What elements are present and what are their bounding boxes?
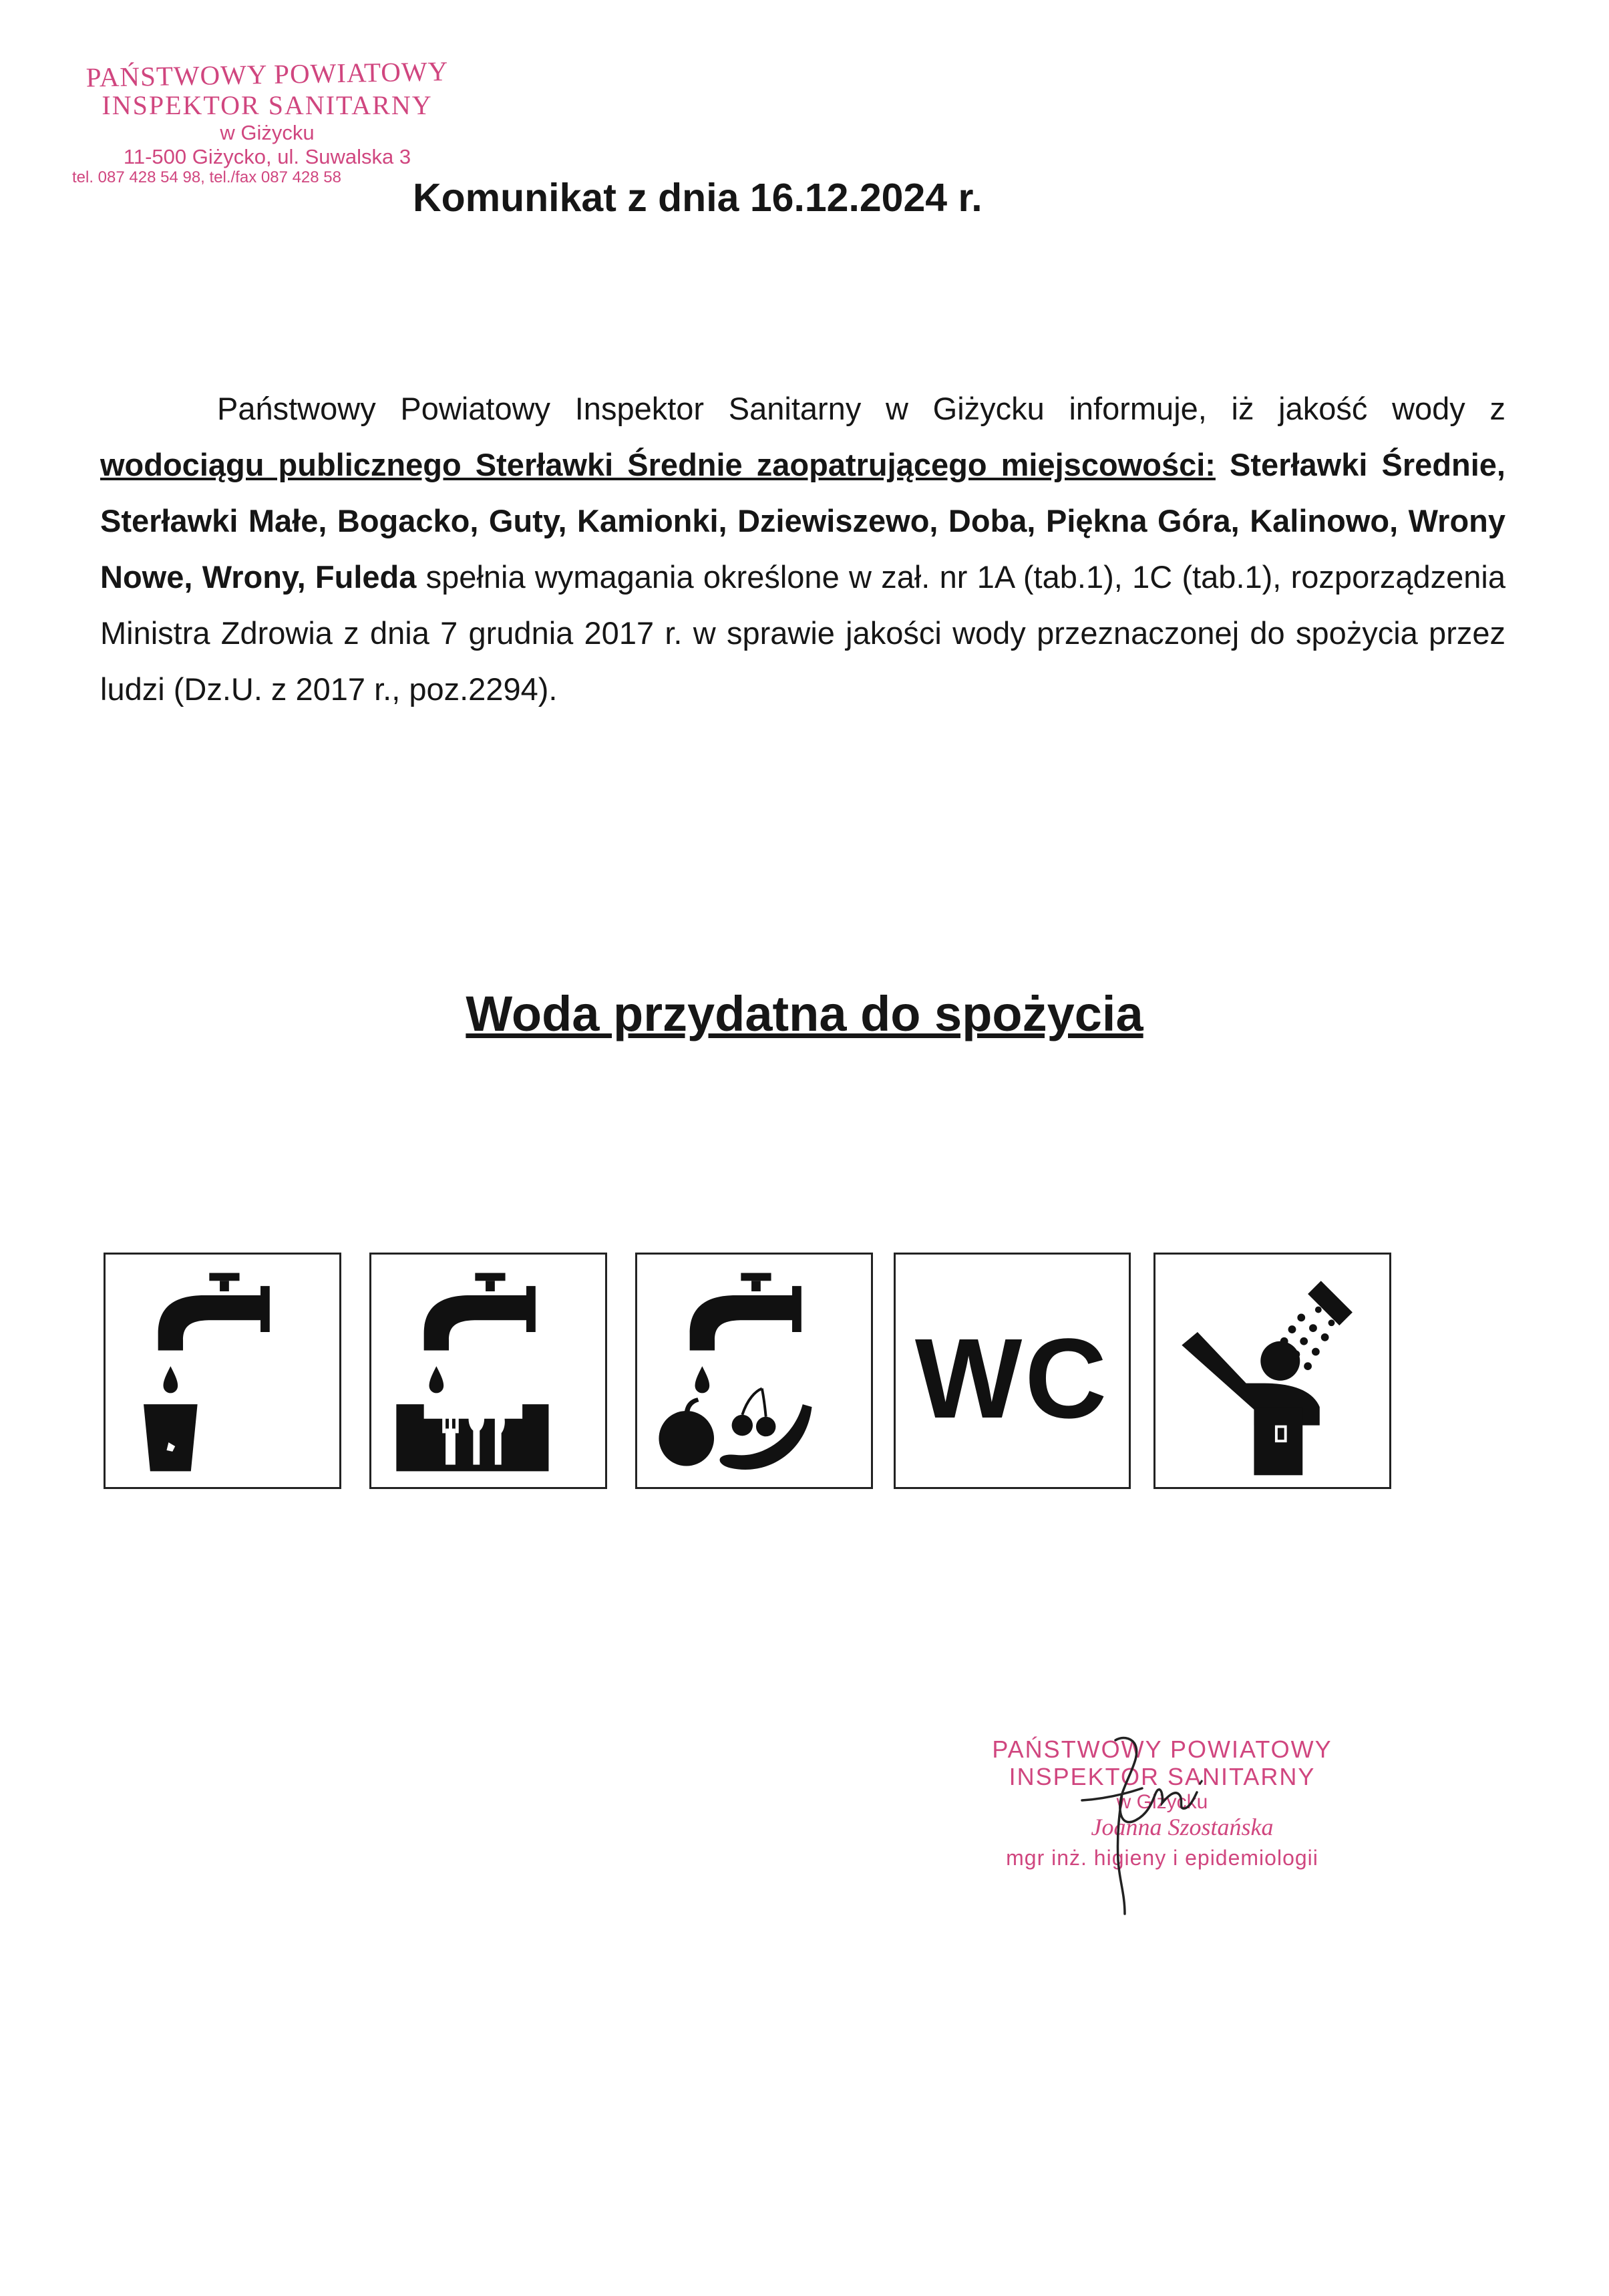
header-stamp xyxy=(67,55,468,187)
stamp-line-address: 11-500 Giżycko, ul. Suwalska 3 xyxy=(123,144,411,168)
handwritten-signature-icon xyxy=(1042,1720,1256,1934)
stamp-line-institution: PAŃSTWOWY POWIATOWY xyxy=(85,55,449,93)
stamp-line-phone: tel. 087 428 54 98, tel./fax 087 428 58 xyxy=(72,168,341,187)
tap-dishes-icon xyxy=(369,1253,607,1489)
announcement-body xyxy=(100,381,1505,717)
stamp-line-signer-degree: mgr inż. higieny i epidemiologii xyxy=(1006,1845,1318,1870)
stamp-line-city: w Giżycku xyxy=(1116,1790,1208,1813)
tap-fruit-icon xyxy=(635,1253,873,1489)
stamp-line-institution: PAŃSTWOWY POWIATOWY xyxy=(992,1736,1332,1763)
body-regulation: spełnia wymagania określone w zał. nr 1A (tab.1), 1C (tab.1), rozporządzenia Ministra Zdrowia z dnia 7 grudnia 2017 r. w sprawie jakości wody przeznaczonej do spożycia przez ludzi (Dz.U. z 2017 r., poz.2294). xyxy=(100,559,1505,707)
stamp-line-city: w Giżycku xyxy=(220,121,315,145)
body-places: Sterławki Średnie, Sterławki Małe, Bogacko, Guty, Kamionki, Dziewiszewo, Doba, Piękna Góra, Kalinowo, Wrony Nowe, Wrony, Fuleda xyxy=(100,447,1505,595)
headline-water-potable: Woda przydatna do spożycia xyxy=(466,986,1143,1041)
wc-icon xyxy=(894,1253,1131,1489)
body-intro: Państwowy Powiatowy Inspektor Sanitarny w Giżycku informuje, iż jakość wody z xyxy=(217,391,1505,426)
stamp-line-title: INSPEKTOR SANITARNY xyxy=(1009,1763,1316,1791)
wc-label: WC xyxy=(914,1315,1110,1442)
document-title: Komunikat z dnia 16.12.2024 r. xyxy=(413,176,982,220)
body-waterworks: wodociągu publicznego Sterławki Średnie zaopatrującego miejscowości: xyxy=(100,447,1216,482)
stamp-line-signer-name: Joanna Szostańska xyxy=(1091,1814,1274,1841)
stamp-line-title: INSPEKTOR SANITARNY xyxy=(102,90,433,121)
tap-glass-icon xyxy=(104,1253,341,1489)
shower-icon xyxy=(1153,1253,1391,1489)
